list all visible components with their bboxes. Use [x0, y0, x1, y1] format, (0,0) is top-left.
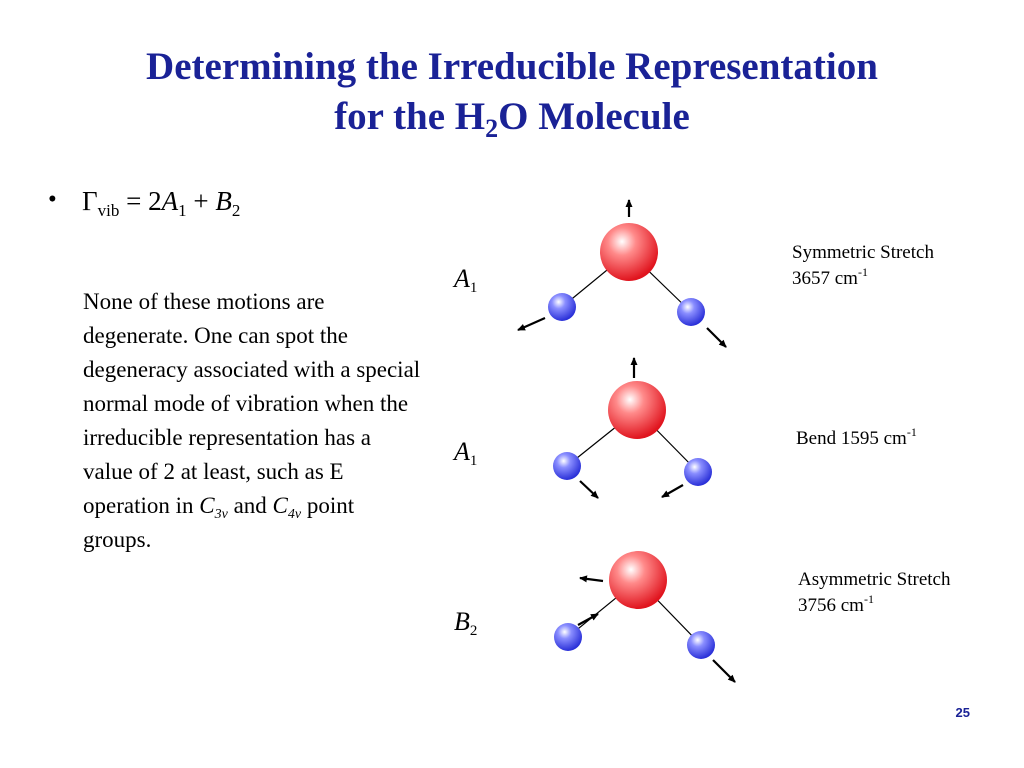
hydrogen-atom-left — [554, 623, 582, 651]
oxygen-atom — [609, 551, 667, 609]
hydrogen-atom-right — [677, 298, 705, 326]
hydrogen-left-arrow — [580, 481, 598, 498]
mode-1-description — [792, 240, 934, 292]
oxygen-atom — [600, 223, 658, 281]
hydrogen-right-arrow — [662, 485, 683, 497]
hydrogen-atom-right — [684, 458, 712, 486]
hydrogen-atom-left — [553, 452, 581, 480]
mode-1-name: Symmetric Stretch — [792, 242, 934, 263]
title-line-2: for the $H_2O$ Molecule — [334, 95, 690, 143]
hydrogen-atom-left — [548, 293, 576, 321]
bend-molecule — [553, 358, 712, 498]
mode-3-frequency: 3756 $cm^{-1}$ — [798, 592, 874, 616]
mode-3-symmetry-label: $B_2$ — [454, 607, 478, 639]
mode-2-name: Bend 1595 $cm^{-1}$ — [796, 425, 917, 449]
mode-3-name: Asymmetric Stretch — [798, 569, 951, 590]
bullet-dot: • — [48, 186, 57, 213]
hydrogen-right-arrow — [713, 660, 735, 682]
degeneracy-explanation: None of these motions are degenerate. One can spot the degeneracy associated with a special normal mode of vibration when the irreducible representation has a value of 2 at least, such as E operation in $C_{3v}$ and $C_{4v}$ point groups. — [83, 289, 421, 552]
hydrogen-left-arrow — [578, 614, 598, 625]
mode-2-description — [796, 426, 917, 452]
hydrogen-left-arrow — [518, 318, 545, 330]
oxygen-arrow — [580, 578, 603, 581]
title-line-1: Determining the Irreducible Representation — [146, 45, 878, 88]
hydrogen-atom-right — [687, 631, 715, 659]
mode-1-symmetry-label: $A_1$ — [454, 264, 478, 296]
oxygen-atom — [608, 381, 666, 439]
mode-3-description — [798, 567, 951, 619]
symmetric-stretch-molecule — [518, 200, 726, 347]
gamma-vib-equation: $\Gamma_{vib} = 2A_1 + B_2$ — [82, 186, 241, 220]
page-number: 25 — [955, 705, 970, 720]
mode-2-symmetry-label: $A_1$ — [454, 437, 478, 469]
hydrogen-right-arrow — [707, 328, 726, 347]
asymmetric-stretch-molecule — [554, 551, 735, 682]
mode-1-frequency: 3657 $cm^{-1}$ — [792, 265, 868, 289]
